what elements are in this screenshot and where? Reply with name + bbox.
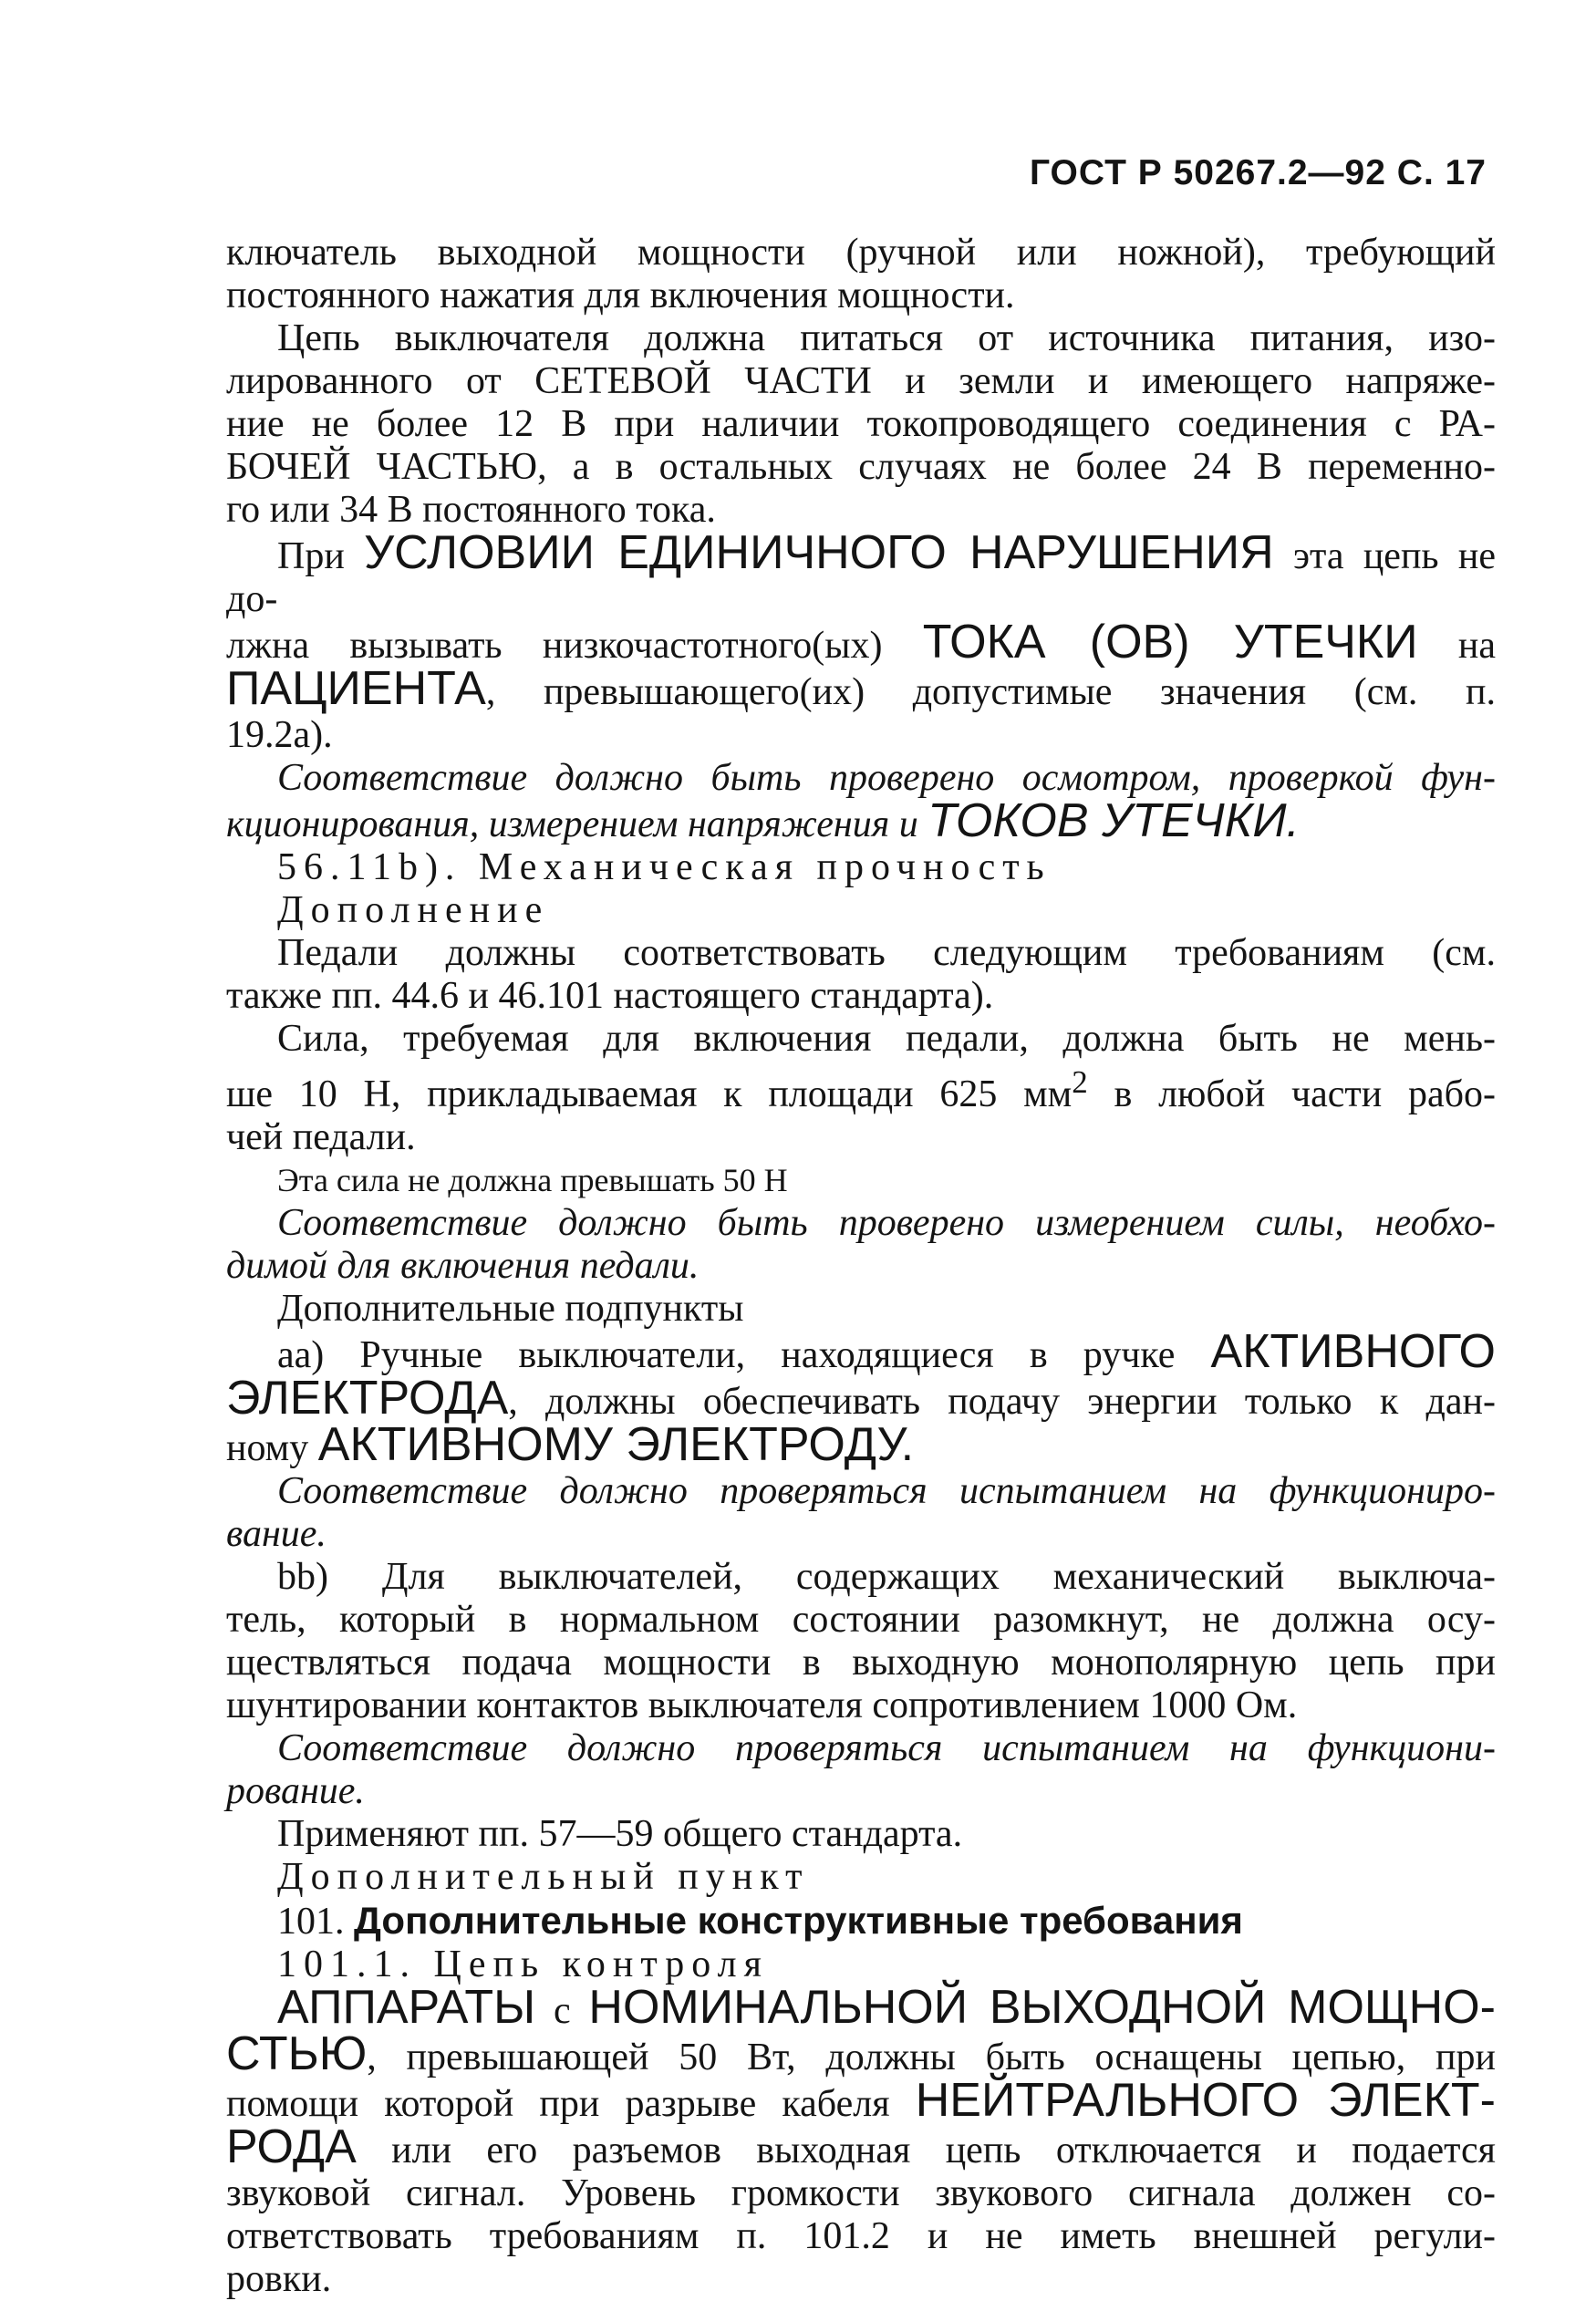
text-line: 19.2а). — [226, 714, 333, 756]
text-line: звуковой сигнал. Уровень громкости звукового сигнала должен со- — [226, 2172, 1496, 2214]
subsection-label: Дополнительный пункт — [277, 1856, 810, 1898]
text-line: ЭЛЕКТРОДА, должны обеспечивать подачу энергии только к дан- — [226, 1372, 1496, 1425]
text-line: СТЬЮ, превышающей 50 Вт, должны быть оснащены цепью, при — [226, 2027, 1496, 2080]
text-line: ответствовать требованиям п. 101.2 и не иметь внешней регули- — [226, 2215, 1496, 2257]
text-line: рование. — [226, 1770, 365, 1812]
text-line: ПАЦИЕНТА, превышающего(их) допустимые значения (см. п. — [226, 662, 1496, 715]
text-line: Соответствие должно проверяться испытанием на функциони- — [277, 1727, 1496, 1769]
term: АКТИВНОМУ ЭЛЕКТРОДУ. — [317, 1418, 915, 1471]
term: ТОКА (ОВ) УТЕЧКИ — [922, 616, 1418, 669]
text-line: шунтировании контактов выключателя сопротивлением 1000 Ом. — [226, 1684, 1298, 1726]
term: ПАЦИЕНТА — [226, 662, 486, 715]
text-line: ному АКТИВНОМУ ЭЛЕКТРОДУ. — [226, 1418, 915, 1471]
term: АКТИВНОГО — [1210, 1325, 1496, 1378]
term: РОДА — [226, 2120, 357, 2173]
text-line: АППАРАТЫ с НОМИНАЛЬНОЙ ВЫХОДНОЙ МОЩНО- — [277, 1981, 1496, 2034]
text-line: Соответствие должно проверяться испытанием на функциониро- — [277, 1470, 1496, 1512]
text-line: ключатель выходной мощности (ручной или ножной), требующий — [226, 232, 1496, 274]
page-header: ГОСТ Р 50267.2—92 С. 17 — [1029, 153, 1487, 192]
term: АППАРАТЫ — [277, 1981, 536, 2034]
text-line: Применяют пп. 57—59 общего стандарта. — [277, 1813, 963, 1855]
subsection-label: Дополнительные подпункты — [277, 1288, 744, 1330]
term: ЭЛЕКТРОДА — [226, 1372, 509, 1425]
term: НОМИНАЛЬНОЙ ВЫХОДНОЙ МОЩНО- — [588, 1981, 1496, 2034]
text-line: РОДА или его разъемов выходная цепь отключается и подается — [226, 2120, 1496, 2173]
text-line: вание. — [226, 1513, 326, 1555]
text-line: ровки. — [226, 2258, 332, 2300]
note-line: Эта сила не должна превышать 50 Н — [277, 1162, 788, 1198]
term: ТОКОВ УТЕЧКИ. — [928, 794, 1300, 847]
section-heading: 101.1. Цепь контроля — [277, 1943, 769, 1985]
text-line: БОЧЕЙ ЧАСТЬЮ, а в остальных случаях не более 24 В переменно- — [226, 446, 1496, 488]
text-line: Соответствие должно быть проверено измерением силы, необхо- — [277, 1202, 1496, 1244]
text-line: тель, который в нормальном состоянии разомкнут, не должна осу- — [226, 1599, 1496, 1641]
text-line: аа) Ручные выключатели, находящиеся в ручке АКТИВНОГО — [277, 1325, 1496, 1378]
text-line: чей педали. — [226, 1116, 416, 1158]
text-line: bb) Для выключателей, содержащих механический выключа- — [277, 1556, 1496, 1598]
term: СТЬЮ — [226, 2027, 368, 2080]
text-line: помощи которой при разрыве кабеля НЕЙТРАЛЬНОГО ЭЛЕКТ- — [226, 2074, 1496, 2127]
document-body — [226, 232, 1496, 2301]
text-line: Сила, требуемая для включения педали, должна быть не мень- — [277, 1018, 1496, 1060]
section-heading: 101. Дополнительные конструктивные требования — [277, 1899, 1243, 1943]
term: НЕЙТРАЛЬНОГО ЭЛЕКТ- — [915, 2074, 1496, 2127]
text-line: постоянного нажатия для включения мощности. — [226, 275, 1015, 316]
text-line: При УСЛОВИИ ЕДИНИЧНОГО НАРУШЕНИЯ эта цепь не до- — [226, 526, 1497, 620]
text-line: лжна вызывать низкочастотного(ых) ТОКА (ОВ) УТЕЧКИ на — [226, 616, 1496, 669]
text-line: ществляться подача мощности в выходную монополярную цепь при — [226, 1642, 1496, 1684]
text-line: Цепь выключателя должна питаться от источника питания, изо- — [277, 317, 1496, 359]
text-line: лированного от СЕТЕВОЙ ЧАСТИ и земли и имеющего напряже- — [226, 360, 1496, 402]
text-line: го или 34 В постоянного тока. — [226, 489, 716, 531]
subsection-label: Дополнение — [277, 889, 550, 931]
text-line: также пп. 44.6 и 46.101 настоящего стандарта). — [226, 975, 994, 1017]
text-line: кционирования, измерением напряжения и ТОКОВ УТЕЧКИ. — [226, 794, 1300, 847]
text-line: Соответствие должно быть проверено осмотром, проверкой фун- — [277, 757, 1496, 799]
text-line: ше 10 Н, прикладываемая к площади 625 $мм^2$ в любой части рабо- — [226, 1064, 1496, 1115]
text-line: димой для включения педали. — [226, 1245, 700, 1287]
text-line: Педали должны соответствовать следующим требованиям (см. — [277, 932, 1496, 974]
section-heading: 56.11b). Механическая прочность — [277, 846, 1052, 888]
term: УСЛОВИИ ЕДИНИЧНОГО НАРУШЕНИЯ — [364, 526, 1274, 579]
text-line: ние не более 12 В при наличии токопроводящего соединения с РА- — [226, 403, 1496, 445]
